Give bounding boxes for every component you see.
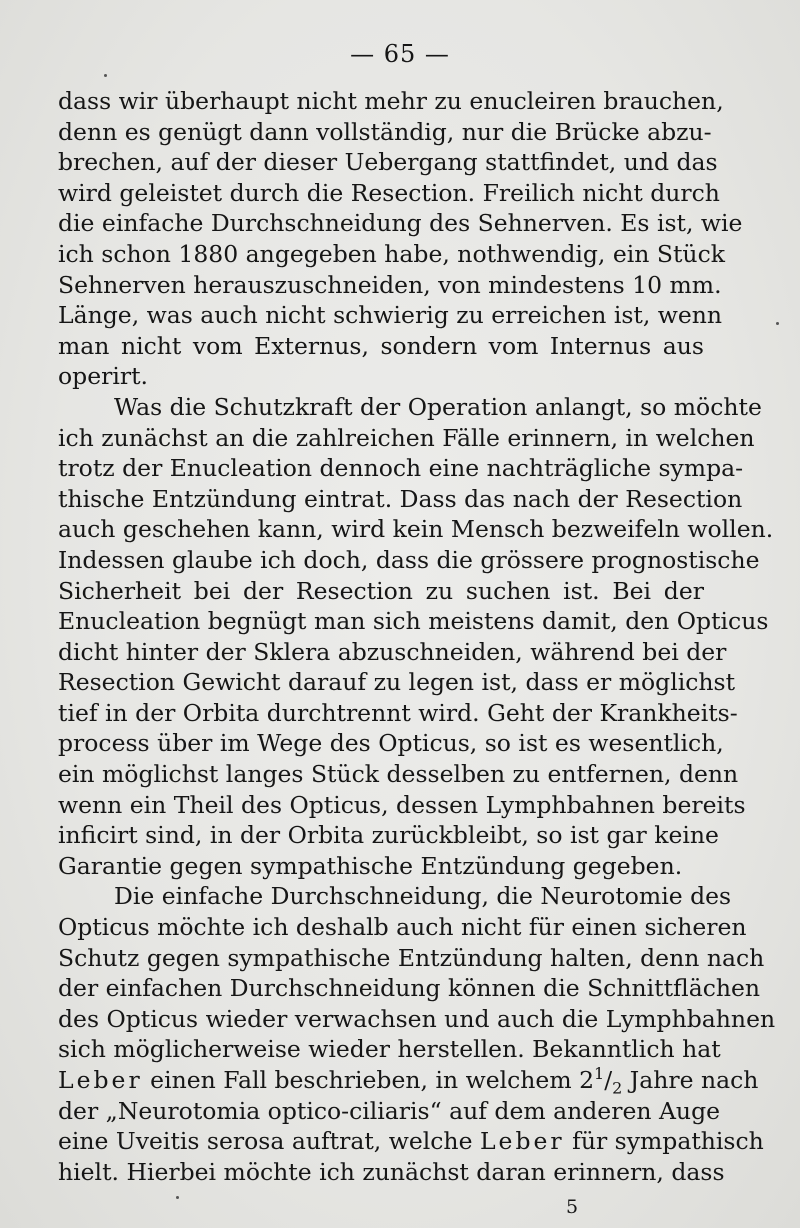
print-speck	[104, 74, 107, 77]
text-line: thische Entzündung eintrat. Dass das nach der Resection	[58, 484, 743, 513]
text-line: wird geleistet durch die Resection. Freilich nicht durch	[58, 178, 720, 207]
text-line: ich schon 1880 angegeben habe, nothwendig, ein Stück	[58, 239, 725, 268]
text-line: trotz der Enucleation dennoch eine nachträgliche sympa-	[58, 454, 744, 483]
text-line	[58, 1064, 759, 1098]
text-line: Länge, was auch nicht schwierig zu erreichen ist, wenn	[58, 301, 723, 330]
text-line: process über im Wege des Opticus, so ist es wesentlich,	[58, 729, 724, 758]
text-line: Enucleation begnügt man sich meistens damit, den Opticus	[58, 607, 769, 636]
text-line: hielt. Hierbei möchte ich zunächst daran erinnern, dass	[58, 1157, 725, 1186]
author-name-spaced: Leber	[479, 1127, 565, 1156]
text-line	[58, 1126, 764, 1157]
text-line: Sicherheit bei der Resection zu suchen ist. Bei der	[58, 576, 704, 605]
text-line: sich möglicherweise wieder herstellen. Bekanntlich hat	[58, 1035, 721, 1064]
text-line: Resection Gewicht darauf zu legen ist, dass er möglichst	[58, 668, 736, 697]
text-line: denn es genügt dann vollständig, nur die Brücke abzu-	[58, 117, 712, 146]
text-line: ein möglichst langes Stück desselben zu entfernen, denn	[58, 760, 739, 789]
line-pre: eine Uveitis serosa auftrat, welche	[58, 1127, 480, 1156]
text-line: Sehnerven herauszuschneiden, von mindestens 10 mm.	[58, 270, 722, 299]
paragraph-start-line: Die einfache Durchschneidung, die Neurotomie des	[114, 882, 732, 911]
text-line: Schutz gegen sympathische Entzündung halten, denn nach	[58, 943, 765, 972]
text-line: Indessen glaube ich doch, dass die grössere prognostische	[58, 545, 760, 574]
signature-mark: 5	[566, 1196, 579, 1218]
text-line: dass wir überhaupt nicht mehr zu enucleiren brauchen,	[58, 87, 724, 115]
line-post: Jahre nach	[622, 1066, 759, 1094]
line-mid: einen Fall beschrieben, in welchem 2	[142, 1066, 595, 1094]
author-name-spaced: Leber	[58, 1066, 143, 1094]
paragraph-start-line: Was die Schutzkraft der Operation anlangt, so möchte	[114, 392, 762, 421]
text-line: brechen, auf der dieser Uebergang stattfindet, und das	[58, 148, 718, 177]
text-line: inficirt sind, in der Orbita zurückbleibt, so ist gar keine	[58, 821, 719, 850]
text-line: man nicht vom Externus, sondern vom Internus aus	[58, 331, 704, 360]
fraction-slash: /	[604, 1066, 613, 1094]
text-line: tief in der Orbita durchtrennt wird. Geht der Krankheits-	[58, 698, 738, 727]
body-text	[58, 86, 776, 1187]
text-line: der „Neurotomia optico-ciliaris“ auf dem anderen Auge	[58, 1096, 721, 1125]
page-number-header: — 65 —	[350, 40, 450, 68]
text-line: Garantie gegen sympathische Entzündung gegeben.	[58, 851, 683, 880]
text-line: des Opticus wieder verwachsen und auch die Lymphbahnen	[58, 1004, 776, 1033]
text-line: der einfachen Durchschneidung können die Schnittflächen	[58, 974, 761, 1003]
fraction-numerator: 1	[594, 1064, 605, 1084]
line-post: für sympathisch	[564, 1127, 764, 1156]
text-line: operirt.	[58, 362, 148, 391]
text-line: wenn ein Theil des Opticus, dessen Lymphbahnen bereits	[58, 790, 746, 819]
text-line: ich zunächst an die zahlreichen Fälle erinnern, in welchen	[58, 423, 755, 452]
text-line: Opticus möchte ich deshalb auch nicht für einen sicheren	[58, 913, 747, 942]
text-line: dicht hinter der Sklera abzuschneiden, während bei der	[58, 637, 727, 666]
text-line: die einfache Durchschneidung des Sehnerven. Es ist, wie	[58, 209, 743, 238]
text-line: auch geschehen kann, wird kein Mensch bezweifeln wollen.	[58, 515, 774, 544]
print-speck	[776, 322, 779, 325]
fraction-denominator: 2	[612, 1078, 623, 1098]
print-speck	[176, 1196, 179, 1199]
